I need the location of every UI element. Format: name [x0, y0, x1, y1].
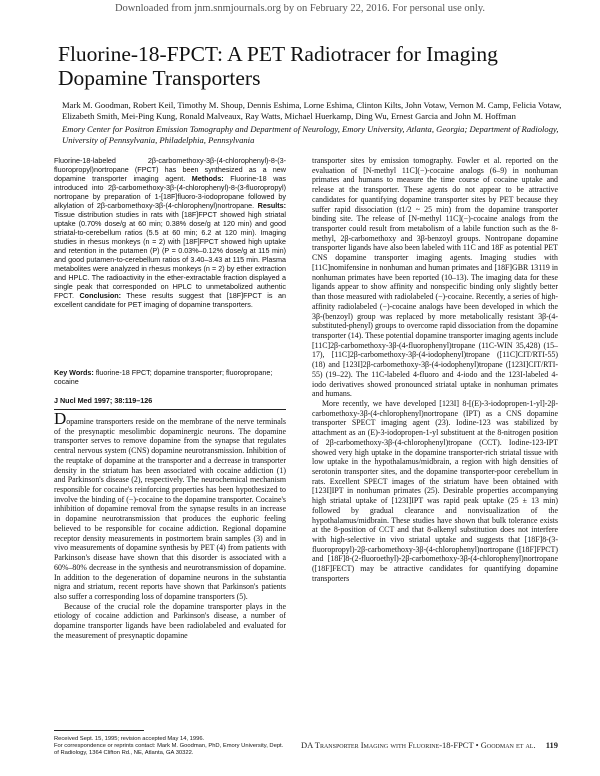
footnote: Received Sept. 15, 1995; revision accepted May 14, 1996. For correspondence or reprints contact: Mark M. Goodman, PhD, Emory University, Dept. of Radiology, 1364 Clifton Rd., NE, Atlanta, GA 30322. — [54, 736, 284, 756]
abstract-divider — [54, 409, 286, 410]
body-left-column — [54, 409, 286, 641]
results-label: Results: — [257, 201, 286, 210]
abstract-intro: Fluorine-18-labeled 2β-carbomethoxy-3β-(4-chlorophenyl)-8-(3-fluoropropyl)nortropane (FPCT) has been synthesized as a new dopamine transporter imaging agent. — [54, 156, 286, 183]
page-number: 119 — [545, 740, 558, 750]
keywords-text: fluorine-18 FPCT; dopamine transporter; fluoropropane; cocaine — [54, 368, 273, 386]
journal-citation: J Nucl Med 1997; 38:119–126 — [54, 396, 153, 405]
keywords-label: Key Words: — [54, 368, 94, 377]
intro-paragraph — [54, 409, 286, 602]
running-footer — [300, 740, 558, 750]
conclusion-label: Conclusion: — [79, 291, 122, 300]
abstract — [54, 156, 286, 309]
drop-cap: D — [54, 409, 67, 428]
footnote-divider — [54, 730, 144, 731]
download-notice: Downloaded from jnm.snmjournals.org by on February 22, 2016. For personal use only. — [114, 3, 486, 14]
abstract-methods: Fluorine-18 was introduced into 2β-carbomethoxy-3β-(4-chlorophenyl)-8-(3-fluoropropyl) nortropane by preparation of 1-[18F]fluoro-3-iodopropane followed by alkylation of 2β-carbomethoxy-3β-(4-chlorophenyl)nortropane. — [54, 174, 287, 210]
keywords — [54, 368, 286, 386]
body-right-column — [312, 156, 558, 584]
author-list: Mark M. Goodman, Robert Keil, Timothy M. Shoup, Dennis Eshima, Lorne Eshima, Clinton Kilts, John Votaw, Vernon M. Camp, Felicia Votaw, Elizabeth Smith, Mei-Ping Kung, Ronald Malveaux, Ray Watts, Michael Huerkamp, Ding Wu, Ernest Garcia and John M. Hoffman — [62, 100, 562, 121]
running-head: DA Transporter Imaging with Fluorine-18-FPCT • Goodman et al. — [300, 740, 536, 750]
affiliation: Emory Center for Positron Emission Tomography and Department of Neurology, Emory University, Atlanta, Georgia; Department of Radiology, University of Pennsylvania, Philadelphia, Pennsylvania — [62, 124, 559, 145]
methods-label: Methods: — [191, 174, 224, 183]
abstract-conclusion: These results suggest that [18F]FPCT is an excellent candidate for PET imaging of dopamine transporters. — [54, 291, 286, 309]
article-title: Fluorine-18-FPCT: A PET Radiotracer for Imaging Dopamine Transporters — [58, 42, 498, 90]
right-paragraph-1: transporter sites by emission tomography. Fowler et al. reported on the evaluation of [N-methyl 11C](−)-cocaine analogs (6–9) in nonhuman primates and humans to measure the time course of cocaine uptake and release at the transporter. These agents do not appear to be attractive candidates for quantifying dopamine transporter sites by PET because they suffer rapid dissociation (t1/2 ~ 25 min) from the dopamine transporter binding site. The release of [N-methyl 11C](−)-cocaine analogs from the transporter could result from metabolism of a labile function such as the 8-methyl, 2β-carbomethoxy and 3β-benzoyl groups. Nontropane dopamine transporter ligands have also been labeled with 11C and 18F as potential PET CNS dopamine transporter imaging agents. Imaging studies with [11C]nomifensine in nonhuman and human primates and [18F]GBR 13119 in nonhuman primates have been reported (10–13). The imaging data for these ligands appear to show affinity and nonspecific binding only slightly better than those measured with radiolabeled (−)-cocaine. Recently, a series of high-affinity radiolabeled (−)-cocaine analogs have been developed in which the 3β-(benzoyl) group was replaced by more metabolically resistant 3β-(4-substituted-phenyl) groups to overcome rapid dissociation from the dopamine transporter (14). These potential dopamine transporter imaging agents include [11C]2β-carbomethoxy-3β-(4-fluorophenyl)tropane (11C-WIN 35,428) (15–17), [11C]2β-carbomethoxy-3β-(4-iodophenyl)tropane ([11C]CIT/RTI-55) (18) and [123I]2β-carbomethoxy-3β-(4-iodophenyl)tropane ([123I]CIT/RTI-55) (19–22). The 11C-labeled 4-fluoro and 4-iodo and the 123I-labeled 4-iodo derivatives showed pronounced striatal uptake in nonhuman primates and humans. — [312, 156, 558, 399]
abstract-results: Tissue distribution studies in rats with [18F]FPCT showed high striatal uptake (0.70% dose/g at 60 min; 0.38% dose/g at 120 min) and good striatal-to-cerebellum ratios (5.5 at 60 min; 6.2 at 120 min). Imaging studies in rhesus monkeys (n = 2) with [18F]FPCT showed high uptake and retention in the putamen (P) (P = 0.03%–0.12% dose/g at 115 min) and good putamen-to-cerebellum ratios of 3.40–3.43 at 115 min. Plasma metabolites were analyzed in rhesus monkeys (n = 2) by ether extraction and HPLC. The radioactivity in the ether-extractable fraction displayed a single peak that corresponded on HPLC to unmetabolized authentic FPCT. — [54, 210, 286, 300]
intro-text: opamine transporters reside on the membrane of the nerve terminals of the presynaptic mesolimbic dopaminergic neurons. The dopamine transporter serves to remove dopamine from the synapse that regulates central nervous system (CNS) dopamine neurotransmission. Inhibition of the reuptake of dopamine at the transporter and a decrease in transporter density in the striatum has been associated with cocaine addiction (1) and Parkinson's disease (2), respectively. The neurochemical mechanism responsible for cocaine's reinforcing properties has been hypothesized to involve the binding of (−)-cocaine to the dopamine transporter. Cocaine's inhibition of dopamine removal from the synapse results in an increase in dopamine neurotransmission that produces the euphoric feeling believed to be responsible for cocaine addiction. Regional dopamine receptor density measurements in postmortem brain samples (3) and in vivo measurements of dopamine synthesis by PET (4) from patients with Parkinson's disease have shown that this disorder is associated with a 60%–80% decrease in the synthesis and neurotransmission of dopamine. In addition to the degeneration of dopamine neurons in the substantia nigra and striatum, recent reports have shown that Parkinson's patients also suffer a corresponding loss of dopamine transporters (5). — [54, 417, 286, 601]
body-paragraph-2: Because of the crucial role the dopamine transporter plays in the etiology of cocaine addiction and Parkinson's disease, a number of dopamine transporter ligands have been radiolabeled and evaluated for the measurement of presynaptic dopamine — [54, 601, 286, 640]
right-paragraph-2: More recently, we have developed [123I] 8-[(E)-3-iodopropen-1-yl]-2β-carbomethoxy-3β-(4-chlorophenyl)nortropane (IPT) as a CNS dopamine transporter SPECT imaging agent (23). Iodine-123 was stabilized by attachment as an (E)-3-iodopropen-1-yl substituent at the 8-nitrogen position of 2β-carbomethoxy-3β-(4-chlorophenyl)tropane (CCT). Iodine-123-IPT showed very high uptake in the dopamine transporter-rich striatal tissue with low uptake in the hypothalamus/midbrain, a region with high densities of serotonin transporter sites, and the dopamine transporter-poor cerebellum in rats. Excellent SPECT images of the striatum have been obtained with [123I]IPT in nonhuman primates (25). Desirable properties accompanying high striatal uptake of [123I]IPT was rapid peak uptake (25 ± 13 min) followed by gradual clearance and nonvisualization of the hypothalamus/midbrain. These studies have shown that bulk tolerance exists at the 8-position of CCT and that 8-alkenyl substitution does not interfere with high-selective in vivo striatal uptake and suggests that [18F]8-(3-fluoropropyl)-2β-carbomethoxy-3β-(4-chlorophenyl)nortropane ([18F]FPCT) and [18F]8-(2-fluoroethyl)-2β-carbomethoxy-3β-(4-chlorophenyl)nortropane ([18F]FECT) may be attractive candidates for quantifying dopamine transporters — [312, 398, 558, 583]
